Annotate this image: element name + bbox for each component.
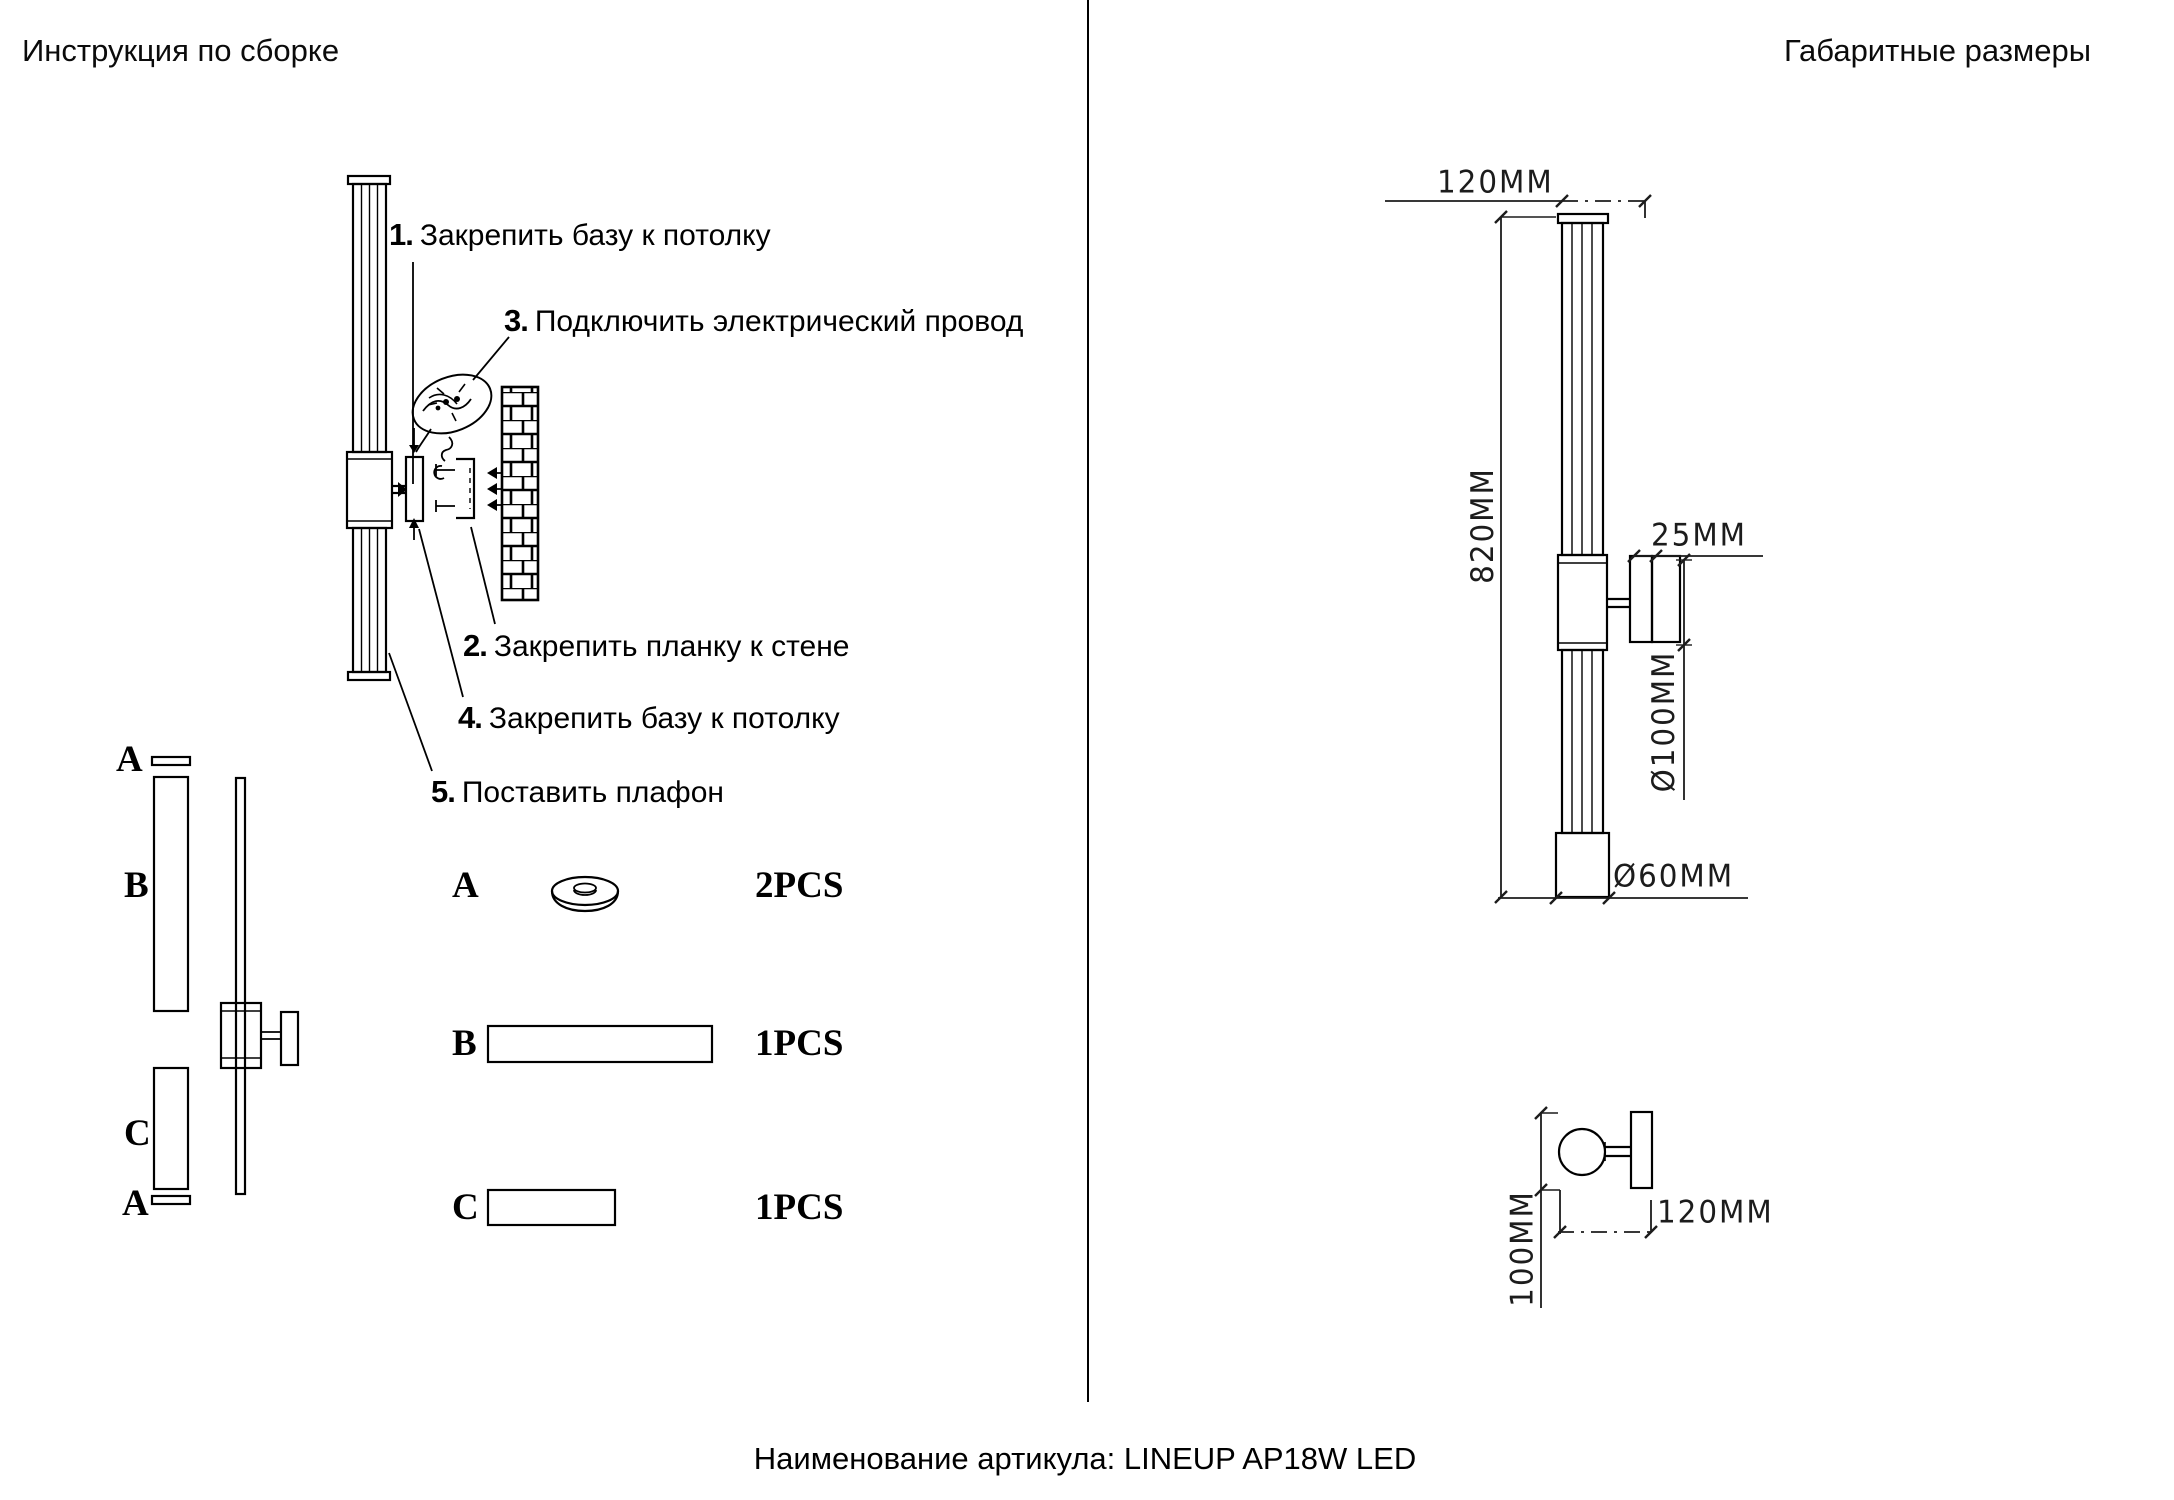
exploded-label-a-bottom: A [122,1183,149,1224]
step-1 [389,217,771,253]
step-2-text: Закрепить планку к стене [493,630,850,663]
dim-mount-depth: 25MM [1651,517,1747,554]
right-panel-title: Габаритные размеры [1784,33,2092,68]
dim-top-view-depth: 100MM [1504,1190,1541,1307]
step-3 [504,303,1023,339]
step-4 [458,700,840,736]
brick-wall [502,387,538,600]
step-1-number: 1. [389,217,413,252]
exploded-label-a-top: A [116,739,143,780]
step-3-number: 3. [504,303,528,338]
step-2 [463,628,849,664]
part-a-shape [552,877,618,911]
part-b-shape [488,1026,712,1062]
dim-width-top: 120MM [1437,164,1554,201]
wall-bracket [436,459,474,518]
left-panel-title: Инструкция по сборке [22,33,340,68]
top-view-dimension-lines [1535,1107,1657,1308]
step-5-text: Поставить плафон [461,776,724,809]
article-name: Наименование артикула: LINEUP AP18W LED [753,1441,1417,1476]
exploded-view-drawing [152,757,298,1204]
step-4-number: 4. [458,700,482,735]
exploded-label-b: B [124,865,149,906]
exploded-label-c: C [124,1113,151,1154]
parts-list-a-label: A [452,865,479,906]
dim-mount-diameter: Ø100MM [1645,650,1683,793]
step-1-text: Закрепить базу к потолку [419,219,771,252]
step-4-text: Закрепить базу к потолку [488,702,840,735]
parts-list-c-label: C [452,1187,479,1228]
step-2-number: 2. [463,628,487,663]
step-5-number: 5. [431,774,455,809]
parts-list-b-label: B [452,1023,477,1064]
dim-tube-diameter: Ø60MM [1613,858,1735,895]
dim-height: 820MM [1464,467,1502,584]
parts-list-b-qty: 1PCS [755,1023,844,1064]
step-5 [431,774,724,810]
parts-list-c-qty: 1PCS [755,1187,844,1228]
wiring-detail [404,364,500,479]
top-view-lamp [1559,1112,1652,1188]
step-3-text: Подключить электрический провод [534,305,1024,338]
parts-list-a-qty: 2PCS [755,865,844,906]
dim-top-view-width: 120MM [1657,1194,1774,1231]
part-c-shape [488,1190,615,1225]
